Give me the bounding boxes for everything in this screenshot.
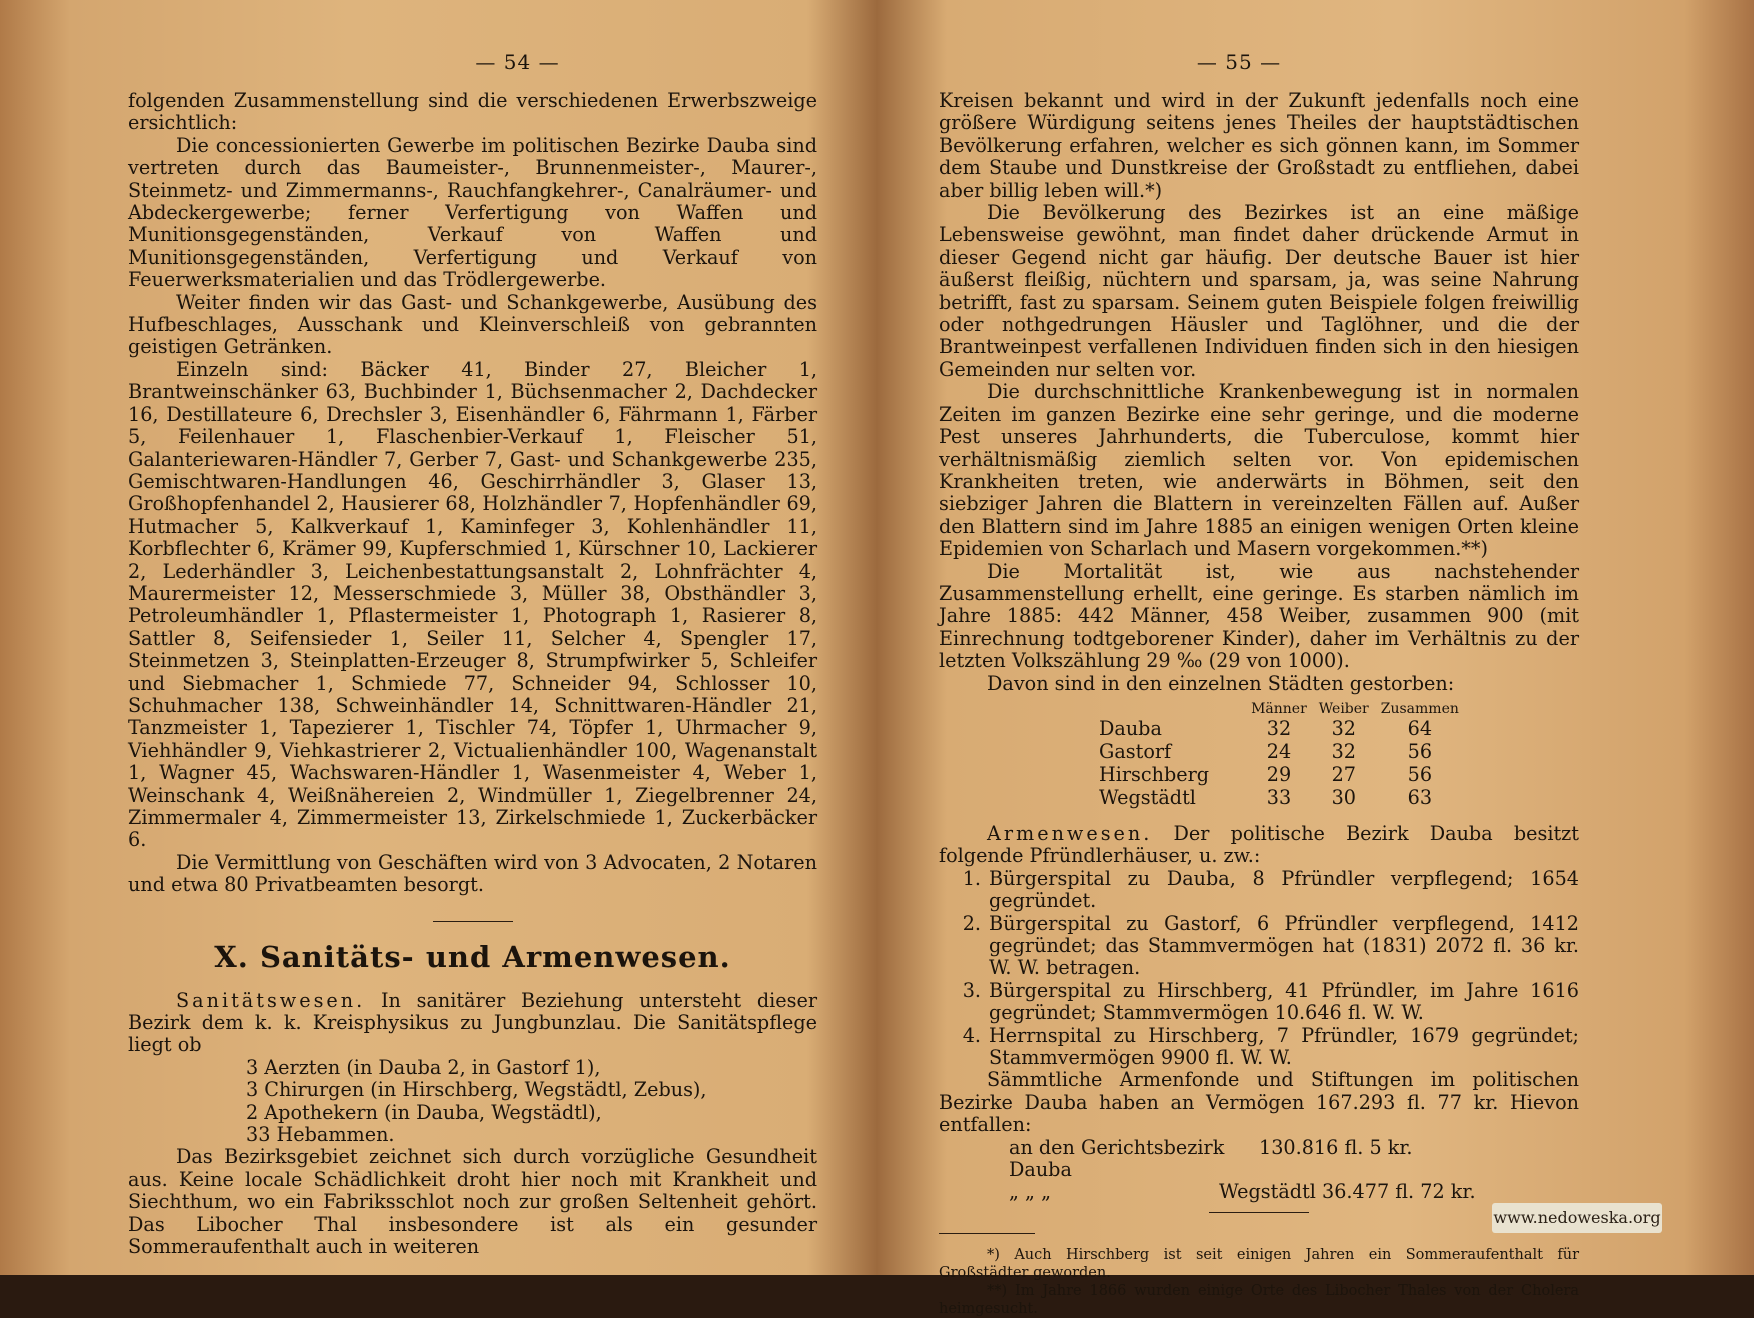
list-item: 2 Apothekern (in Dauba, Wegstädtl), [246, 1100, 602, 1124]
paragraph: folgenden Zusammenstellung sind die verschiedenen Erwerbszweige ersichtlich: [128, 89, 817, 135]
page-left [0, 0, 877, 1275]
table-cell: 24 [1266, 739, 1292, 763]
mortality-table [1099, 701, 1465, 809]
item-number: 3. [962, 978, 981, 1002]
page-right [877, 0, 1754, 1317]
paragraph: Die Mortalität ist, wie aus nachstehender Zusammenstellung erhellt, eine geringe. Es starben nämlich im Jahre 1885: 442 Männer, 458 Weiber, zusammen 900 (mit Einrechnung todtgeborener Kinder), daher im Verhältnis zu der letzten Volkszählung 29 ‰ (29 von 1000). [939, 559, 1579, 673]
armen-lead: Armenwesen. [987, 821, 1153, 845]
allocation-row [1009, 1181, 1579, 1203]
table-cell: 30 [1331, 785, 1356, 809]
watermark-label: www.nedoweska.org [1492, 1203, 1662, 1233]
paragraph [128, 990, 817, 1057]
footnote: **) Im Jahre 1866 wurden einige Orte des Libocher Thales von der Cholera heimgesucht. [939, 1282, 1579, 1317]
paragraph: Davon sind in den einzelnen Städten gestorben: [987, 671, 1455, 695]
table-header-row [1099, 701, 1465, 717]
allocation-label: „ „ „ [1009, 1180, 1052, 1204]
table-header-blank [1099, 701, 1245, 717]
table-header: Männer [1251, 700, 1307, 717]
list-item [939, 913, 1579, 980]
paragraph: Einzeln sind: Bäcker 41, Binder 27, Bleicher 1, Brantweinschänker 63, Buchbinder 1, Büchsenmacher 2, Dachdecker 16, Destillateure 6, Drechsler 3, Eisenhändler 6, Fährmann 1, Färber 5, Feilenhauer 1, Flaschenbier-Verkauf 1, Fleischer 51, Galanteriewaren-Händler 7, Gerber 7, Gast- und Schankgewerbe 235, Gemischtwaren-Handlungen 46, Geschirrhändler 3, Glaser 13, Großhopfenhandel 2, Hausierer 68, Holzhändler 7, Hopfenhändler 69, Hutmacher 5, Kalkverkauf 1, Kaminfeger 3, Kohlenhändler 11, Korbflechter 6, Krämer 99, Kupferschmied 1, Kürschner 10, Lackierer 2, Lederhändler 3, Leichenbestattungsanstalt 2, Lohnfrächter 4, Maurermeister 12, Messerschmiede 3, Müller 38, Obsthändler 3, Petroleumhändler 1, Pflastermeister 1, Photograph 1, Rasierer 8, Sattler 8, Seifensieder 1, Seiler 11, Selcher 4, Spengler 17, Steinmetzen 3, Steinplatten-Erzeuger 8, Strumpfwirker 5, Schleifer und Siebmacher 1, Schmiede 77, Schneider 94, Schlosser 10, Schuhmacher 138, Schweinhändler 14, Schnittwaren-Händler 21, Tanzmeister 1, Tapezierer 1, Tischler 74, Töpfer 1, Uhrmacher 9, Viehhändler 9, Viehkastrierer 2, Victualienhändler 100, Wagenanstalt 1, Wagner 45, Wachswaren-Händler 1, Wasenmeister 4, Weber 1, Weinschank 4, Weißnähereien 2, Windmüller 1, Ziegelbrenner 24, Zimmermaler 4, Zimmermeister 13, Zirkelschmiede 1, Zuckerbäcker 6. [128, 357, 817, 852]
table-cell: 27 [1331, 762, 1356, 786]
item-text: Bürgerspital zu Dauba, 8 Pfründler verpflegend; 1654 gegründet. [989, 866, 1579, 913]
list-item [939, 868, 1579, 913]
table-cell: 33 [1266, 785, 1292, 809]
table-cell: 32 [1266, 716, 1292, 740]
table-row [1099, 740, 1465, 763]
table-header: Weiber [1318, 700, 1369, 717]
table-cell-town: Hirschberg [1099, 762, 1210, 786]
allocation-amount: Wegstädtl 36.477 fl. 72 kr. [1219, 1180, 1476, 1204]
table-row [1099, 786, 1465, 809]
list-item [939, 980, 1579, 1025]
table-row [1099, 717, 1465, 740]
table-cell-town: Wegstädtl [1099, 785, 1196, 809]
sanitaet-text: In sanitärer Beziehung untersteht dieser Bezirk dem k. k. Kreisphysikus zu Jungbunzlau. Die Sanitätspflege liegt ob [128, 988, 817, 1057]
list-item: 33 Hebammen. [246, 1123, 395, 1147]
allocation-label: an den Gerichtsbezirk Dauba [1009, 1135, 1225, 1182]
list-item [939, 1025, 1579, 1070]
sanitaet-lead: Sanitätswesen. [176, 988, 366, 1012]
paragraph: Die Vermittlung von Geschäften wird von 3 Advocaten, 2 Notaren und etwa 80 Privatbeamten besorgt. [128, 850, 817, 897]
table-cell: 32 [1331, 739, 1356, 763]
table-cell: 64 [1407, 716, 1433, 740]
allocation-row [1009, 1137, 1579, 1182]
page-number-right: — 55 — [1196, 50, 1282, 74]
paragraph: Die Bevölkerung des Bezirkes ist an eine mäßige Lebensweise gewöhnt, man findet daher drückende Armut in dieser Gegend nicht gar häufig. Der deutsche Bauer ist hier äußerst fleißig, nüchtern und sparsam, ja, was seine Nahrung betrifft, fast zu sparsam. Seinem guten Beispiele folgen freiwillig oder nothgedrungen Häusler und Taglöhner, und die der Brantweinpest verfallenen Individuen finden sich in den hiesigen Gemeinden nur selten vor. [939, 201, 1579, 381]
doctor-list [246, 1057, 817, 1147]
table-cell: 63 [1407, 785, 1433, 809]
item-number: 2. [962, 911, 981, 935]
table-cell: 32 [1331, 716, 1356, 740]
paragraph: Weiter finden wir das Gast- und Schankgewerbe, Ausübung des Hufbeschlages, Ausschank und Kleinverschleiß von gebrannten geistigen Getränken. [128, 290, 817, 359]
table-cell: 56 [1407, 762, 1433, 786]
paragraph [939, 823, 1579, 868]
item-number: 1. [962, 866, 981, 890]
list-item: 3 Aerzten (in Dauba 2, in Gastorf 1), [246, 1055, 601, 1079]
item-text: Bürgerspital zu Hirschberg, 41 Pfründler, im Jahre 1616 gegründet; Stammvermögen 10.646 fl. W. W. [989, 978, 1579, 1025]
page-number-left: — 54 — [475, 50, 560, 74]
table-cell-town: Dauba [1099, 716, 1162, 740]
allocation-amount: 130.816 fl. 5 kr. [1259, 1135, 1413, 1159]
table-cell-town: Gastorf [1099, 739, 1172, 763]
item-number: 4. [962, 1023, 981, 1047]
list-item: 3 Chirurgen (in Hirschberg, Wegstädtl, Zebus), [246, 1078, 707, 1102]
paragraph: Die concessionierten Gewerbe im politischen Bezirke Dauba sind vertreten durch das Baumeister-, Brunnenmeister-, Maurer-, Steinmetz- und Zimmermanns-, Rauchfangkehrer-, Canalräumer- und Abdeckergewerbe; ferner Verfertigung von Waffen und Munitionsgegenständen, Verkauf von Waffen und Munitionsgegenständen, Verfertigung und Verkauf von Feuerwerksmaterialien und das Trödlergewerbe. [128, 133, 817, 292]
footnote-divider [939, 1233, 1035, 1234]
item-text: Bürgerspital zu Gastorf, 6 Pfründler verpflegend, 1412 gegründet; das Stammvermögen hat (1831) 2072 fl. 36 kr. W. W. betragen. [989, 911, 1579, 980]
section-heading: X. Sanitäts- und Armenwesen. [214, 939, 731, 974]
footnote: *) Auch Hirschberg ist seit einigen Jahren ein Sommeraufenthalt für Großstädter geworden. [939, 1246, 1579, 1281]
paragraph: Das Bezirksgebiet zeichnet sich durch vorzügliche Gesundheit aus. Keine locale Schädlichkeit droht hier noch mit Krankheit und Siechthum, wo ein Fabriksschlot noch zur großen Seltenheit gehört. Das Libocher Thal insbesondere ist als ein gesunder Sommeraufenthalt auch in weiteren [128, 1145, 817, 1259]
table-header: Zusammen [1380, 700, 1459, 717]
table-row [1099, 763, 1465, 786]
section-divider [1209, 1212, 1309, 1213]
table-cell: 56 [1407, 739, 1433, 763]
section-divider [433, 921, 513, 922]
table-cell: 29 [1266, 762, 1292, 786]
item-text: Herrnspital zu Hirschberg, 7 Pfründler, 1679 gegründet; Stammvermögen 9900 fl. W. W. [989, 1023, 1579, 1070]
allocation-list [1009, 1137, 1579, 1204]
paragraph: Kreisen bekannt und wird in der Zukunft jedenfalls noch eine größere Würdigung seitens jenes Theiles der hauptstädtischen Bevölkerung erfahren, welcher es sich gönnen kann, im Sommer dem Staube und Dunstkreise der Großstadt zu entfliehen, dabei aber billig leben will.*) [939, 89, 1579, 202]
armen-text: Der politische Bezirk Dauba besitzt folgende Pfründlerhäuser, u. zw.: [939, 821, 1579, 868]
paragraph: Die durchschnittliche Krankenbewegung ist in normalen Zeiten im ganzen Bezirke eine sehr geringe, und die moderne Pest unseres Jahrhunderts, die Tuberculose, kommt hier verhältnismäßig ziemlich selten vor. Von epidemischen Krankheiten treten, wie anderwärts in Böhmen, seit den siebziger Jahren die Blattern in vereinzelten Fällen auf. Außer den Blattern sind im Jahre 1885 an einigen wenigen Orten kleine Epidemien von Scharlach und Masern vorgekommen.**) [939, 380, 1579, 561]
paragraph: Sämmtliche Armenfonde und Stiftungen im politischen Bezirke Dauba haben an Vermögen 167.293 fl. 77 kr. Hievon entfallen: [939, 1068, 1579, 1137]
